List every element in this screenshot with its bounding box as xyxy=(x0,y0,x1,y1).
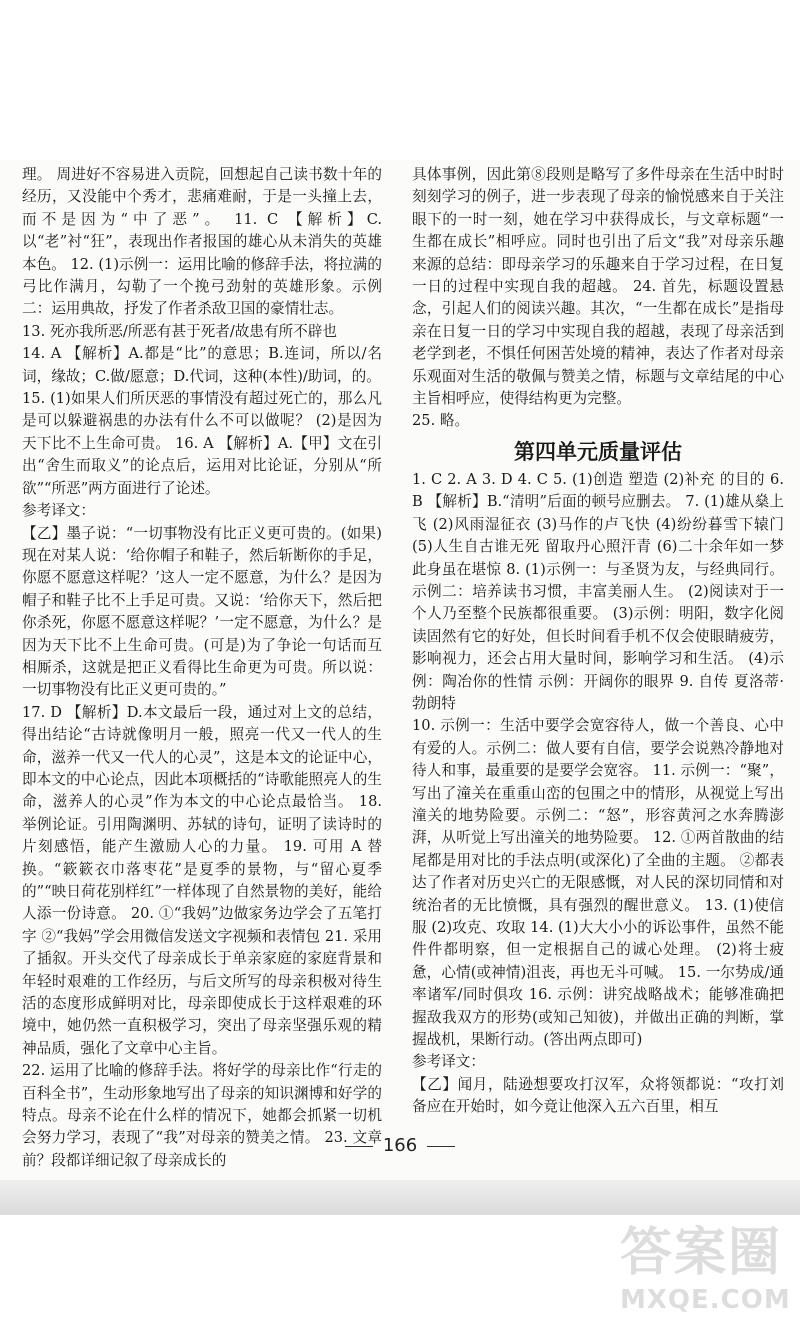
dash-right xyxy=(427,1146,455,1147)
book-page xyxy=(0,160,800,1200)
left-column xyxy=(22,164,382,1172)
left-paragraph: 13. 死亦我所恶/所恶有甚于死者/故患有所不辟也 xyxy=(22,322,337,340)
left-paragraph: 参考译文： xyxy=(22,502,95,520)
left-paragraph: 【乙】墨子说：“一切事物没有比正义更可贵的。(如果)现在对某人说：‘给你帽子和鞋子，然后斩断你的手足，你愿不愿意这样呢？’这人一定不愿意，为什么？是因为帽子和鞋子比不上手足可贵。又说：‘给你天下，然后把你杀死，你愿不愿意这样呢？’一定不愿意，为什么？是因为天下比不上生命可贵。(可是)为了争论一句话而互相厮杀，这就是把正义看得比生命更为可贵。所以说：一切事物没有比正义更可贵的。” xyxy=(22,524,382,699)
page-number-text: 166 xyxy=(382,1135,418,1156)
right-paragraph: 1. C 2. A 3. D 4. C 5. (1)创造 塑造 (2)补充 的目的 6. B 【解析】B.“清明”后面的顿号应删去。 7. (1)雄从燊上飞 (2)风雨湿征衣 (3)马作的卢飞快 (4)纷纷暮雪下辕门 (5)人生自古谁无死 留取丹心照汗青 (6)二十余年如一梦 此身虽在堪惊 8. (1)示例一：与圣贤为友，与经典同行。示例二：培养读书习惯，丰富美丽人生。 (2)阅读对于一个人乃至整个民族都很重要。 (3)示例：明阳，数字化阅读固然有它的好处，但长时间看手机不仅会使眼睛疲劳，影响视力，还会占用大量时间，影响学习和生活。 (4)示例：陶冶你的性情 示例：开阔你的眼界 9. 自传 夏洛蒂·勃朗特 xyxy=(412,470,784,712)
dash-left xyxy=(345,1146,373,1147)
left-paragraph: 17. D 【解析】D.本文最后一段，通过对上文的总结，得出结论“古诗就像明月一般，照亮一代又一代人的生命，滋养一代又一代人的心灵”，这是本文的论证中心，即本文的中心论点，因此本项概括的“诗歌能照亮人的生命，滋养人的心灵”作为本文的中心论点最恰当。 18. 举例论证。引用陶渊明、苏轼的诗句，证明了读诗时的片刻感悟，能产生激励人心的力量。 19. 可用 A 替换。“簌簌衣巾落枣花”是夏季的景物，与“留心夏季的”“映日荷花别样红”一样体现了自然景物的美好，能给人添一份诗意。 20. ①“我妈”边做家务边学会了五笔打字 ②“我妈”学会用微信发送文字视频和表情包 21. 采用了插叙。开头交代了母亲成长于单亲家庭的家庭背景和年轻时艰难的工作经历，与后文所写的母亲积极对待生活的态度形成鲜明对比，母亲即使成长于这样艰难的环境中，她仍然一直积极学习，突出了母亲坚强乐观的精神品质，强化了文章中心主旨。 xyxy=(22,703,382,1057)
right-paragraph: 参考译文： xyxy=(412,1053,485,1071)
page-number xyxy=(0,1134,800,1158)
left-paragraph: 22. 运用了比喻的修辞手法。将好学的母亲比作“行走的百科全书”，生动形象地写出了母亲的知识渊博和好学的特点。母亲不论在什么样的情况下，她都会抓紧一切机会努力学习，表现了“我”对母亲的赞美之情。 23. 文章前？段都详细记叙了母亲成长的 xyxy=(22,1062,382,1169)
left-paragraph: 14. A 【解析】A.都是“比”的意思；B.连词，所以/名词，缘故；C.做/愿意；D.代词，这种(本性)/助词，的。 xyxy=(22,345,382,385)
watermark-url: MXQE.COM xyxy=(620,1285,791,1315)
left-paragraph: 理。 周进好不容易进入贡院，回想起自己读书数十年的经历，又没能中个秀才，悲痛难耐，于是一头撞上去，而不是因为“中了恶”。 11. C 【解析】C.以“老”衬“狂”，表现出作者报国的雄心从未消失的英雄本色。 12. (1)示例一：运用比喻的修辞手法，将拉满的弓比作满月，勾勒了一个挽弓劲射的英雄形象。示例二：运用典故，抒发了作者杀敌卫国的豪情壮志。 xyxy=(22,166,382,318)
top-margin xyxy=(0,0,800,160)
right-paragraph: 10. 示例一：生活中要学会宽容待人，做一个善良、心中有爱的人。示例二：做人要有自信，要学会说熟冷静地对待人和事，最重要的是要学会宽容。 11. 示例一：“聚”，写出了潼关在重重山峦的包围之中的情形，从视觉上写出潼关的地势险要。示例二：“怒”，形容黄河之水奔腾澎湃，从听觉上写出潼关的地势险要。 12. ①两首散曲的结尾都是用对比的手法点明(或深化)了全曲的主题。 ②都表达了作者对历史兴亡的无限感慨，对人民的深切同情和对统治者的无比愤慨，具有强烈的醒世意义。 13. (1)使信服 (2)攻克、攻取 14. (1)大大小小的诉讼事件，虽然不能件件都明察，但一定根据自己的诚心处理。 (2)将士疲惫，心情(或神情)沮丧，再也无斗可喊。 15. 一尔势成/通率诸军/同时俱攻 16. 示例：讲究战略战术；能够准确把握敌我双方的形势(或知己知彼)，并做出正确的判断，掌握战机，果断行动。(答出两点即可) xyxy=(412,717,784,1049)
right-paragraph: 具体事例，因此第⑧段则是略写了多件母亲在生活中时时刻刻学习的例子，进一步表现了母亲的愉悦感来自于关注眼下的一时一刻，她在学习中获得成长，与文章标题“一生都在成长”相呼应。同时也引出了后文“我”对母亲乐趣来源的总结：即母亲学习的乐趣来自于学习过程，在日复一日的过程中实现自我的超越。 24. 首先，标题设置悬念，引起人们的阅读兴趣。其次，“一生都在成长”是指母亲在日复一日的学习中实现自我的超越，表现了母亲活到老学到老，不惧任何困苦处境的精神，表达了作者对母亲乐观面对生活的敬佩与赞美之情，标题与文章结尾的中心主旨相呼应，使得结构更为完整。 xyxy=(412,166,784,408)
site-watermark xyxy=(600,1205,790,1325)
left-paragraph: 15. (1)如果人们所厌恶的事情没有超过死亡的，那么凡是可以躲避祸患的办法有什么不可以做呢？ (2)是因为天下比不上生命可贵。 16. A 【解析】A.【甲】文在引出“舍生而取义”的论点后，运用对比论证，分别从“所欲”“所恶”两方面进行了论述。 xyxy=(22,390,382,497)
section-title: 第四单元质量评估 xyxy=(514,438,682,464)
right-paragraph: 【乙】闻月，陆逊想要攻打汉军，众将领都说：“攻打刘备应在开始时，如今竟让他深入五六百里，相互 xyxy=(412,1075,784,1116)
right-column xyxy=(412,164,784,1119)
right-paragraph: 25. 略。 xyxy=(412,412,470,430)
watermark-logo-text: 答案圈 xyxy=(620,1223,783,1283)
